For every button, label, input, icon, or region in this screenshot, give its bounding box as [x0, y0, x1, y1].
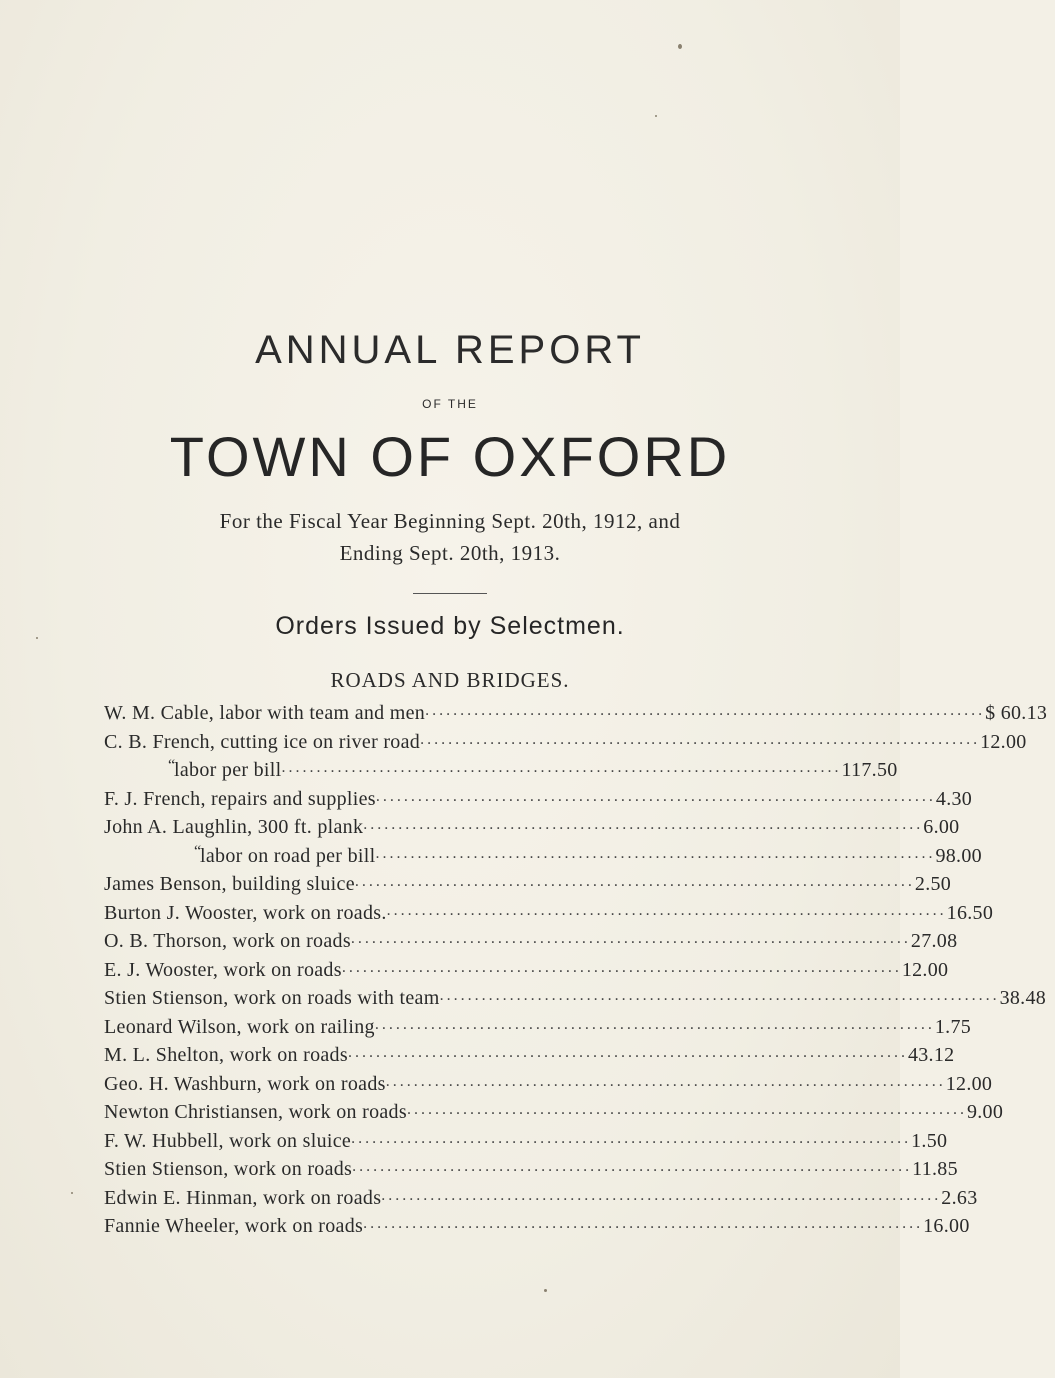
ledger-description-text	[104, 1044, 348, 1067]
dot-leader: ................................................................................	[406, 1101, 967, 1118]
ledger-row	[104, 1044, 955, 1073]
subtitle-line-1: For the Fiscal Year Beginning Sept. 20th, 1912, and	[219, 509, 681, 533]
ledger-row	[104, 1072, 993, 1102]
ledger-payee-text: labor per bill	[174, 759, 282, 781]
ledger-description-text	[104, 1016, 375, 1039]
ledger-payee-text: O. B. Thorson, work on roads	[104, 930, 351, 952]
ledger-payee-text: F. W. Hubbell, work on sluice	[104, 1129, 352, 1152]
ledger-amount: 6.00	[923, 816, 960, 838]
ledger-amount: 1.50	[911, 1129, 948, 1152]
ledger-row	[104, 702, 1048, 731]
ledger-description-text	[104, 1130, 351, 1153]
ledger-description-text	[104, 1073, 386, 1096]
ledger-description-text	[104, 788, 376, 811]
ledger-description	[104, 987, 1000, 1010]
ledger-description-text	[104, 902, 387, 925]
ledger-description	[104, 930, 911, 953]
ledger-description-text: “labor on road per bill	[194, 842, 376, 867]
report-title: ANNUAL REPORT	[255, 328, 645, 372]
ledger-description	[104, 1073, 946, 1096]
ledger-description	[104, 788, 936, 811]
section-heading: Orders Issued by Selectmen.	[275, 612, 625, 640]
ledger-row	[104, 842, 982, 874]
ledger-row	[104, 873, 952, 902]
dot-leader: ................................................................................	[425, 702, 986, 719]
ledger-description	[104, 1158, 912, 1181]
fiscal-year-subtitle	[0, 505, 900, 569]
subtitle-line-2: Ending Sept. 20th, 1913.	[339, 541, 561, 565]
paper-speck	[36, 637, 38, 639]
ledger-description	[104, 1044, 908, 1067]
ledger-row	[104, 757, 898, 788]
ledger-description-text	[104, 930, 351, 953]
ledger-amount: 12.00	[901, 958, 949, 981]
ledger-amount: 27.08	[910, 930, 958, 952]
sub-heading: ROADS AND BRIDGES.	[330, 668, 570, 692]
dot-leader: ................................................................................	[350, 930, 911, 947]
dot-leader: ................................................................................	[341, 958, 902, 976]
ledger-description-text	[104, 873, 355, 896]
ledger-amount: 1.75	[934, 1015, 972, 1038]
paper-speck	[71, 1192, 73, 1194]
ledger-payee-text: W. M. Cable, labor with team and men	[104, 702, 426, 724]
ledger-description-text	[104, 1187, 381, 1210]
ledger-description	[104, 1215, 923, 1238]
dot-leader: ................................................................................	[351, 1129, 912, 1147]
ledger-amount: 4.30	[935, 787, 973, 810]
ledger-amount: 43.12	[907, 1044, 955, 1066]
ledger-amount: 9.00	[966, 1101, 1004, 1123]
ledger-amount: 16.50	[946, 901, 994, 924]
ledger-description	[104, 1016, 935, 1039]
ledger-description-text	[104, 1101, 407, 1124]
dot-leader: ................................................................................	[420, 730, 981, 748]
ledger-amount: 11.85	[912, 1158, 958, 1180]
dot-leader: ................................................................................	[363, 1215, 924, 1232]
ledger-description-text	[104, 1158, 352, 1181]
ledger-payee-text: labor on road per bill	[200, 844, 376, 867]
ledger-payee-text: Stien Stienson, work on roads with team	[104, 987, 440, 1009]
ledger-row	[104, 958, 949, 988]
divider-rule	[413, 593, 487, 594]
ledger-payee-text: Fannie Wheeler, work on roads	[104, 1215, 364, 1237]
ledger-amount: 16.00	[923, 1215, 970, 1237]
ledger-row	[104, 987, 1047, 1016]
ledger-description	[104, 702, 985, 725]
ledger-row	[104, 730, 1027, 760]
ledger-description-text	[104, 816, 363, 839]
ledger-description	[104, 816, 923, 839]
dot-leader: ................................................................................	[375, 844, 936, 862]
ledger-payee-text: Geo. H. Washburn, work on roads	[104, 1072, 386, 1095]
ledger-row	[104, 816, 960, 845]
ledger-description-text	[104, 1215, 363, 1238]
ledger-description-text: “labor per bill	[168, 757, 282, 781]
dot-leader: ................................................................................	[385, 1072, 946, 1090]
dot-leader: ................................................................................	[375, 787, 936, 805]
ledger-row	[104, 1129, 948, 1159]
ledger-payee-text: Stien Stienson, work on roads	[104, 1158, 353, 1180]
town-name-title: TOWN OF OXFORD	[169, 425, 731, 488]
dot-leader: ................................................................................	[352, 1158, 913, 1175]
paper-speck	[544, 1289, 547, 1292]
ledger-amount: 2.63	[941, 1186, 978, 1209]
paper-speck	[655, 115, 657, 117]
ledger-description	[104, 873, 915, 896]
ledger-description	[104, 842, 936, 868]
paper-speck	[678, 44, 682, 49]
ledger-payee-text: M. L. Shelton, work on roads	[104, 1044, 348, 1066]
dot-leader: ................................................................................	[354, 873, 915, 890]
ledger-row	[104, 1101, 1004, 1130]
dot-leader: ................................................................................	[363, 816, 924, 833]
dot-leader: ................................................................................	[439, 987, 1000, 1004]
ledger-payee-text: E. J. Wooster, work on roads	[104, 958, 342, 981]
ledger-payee-text: John A. Laughlin, 300 ft. plank	[104, 816, 364, 838]
ledger-payee-text: F. J. French, repairs and supplies	[104, 787, 376, 810]
ledger-amount: $ 60.13	[985, 702, 1048, 724]
dot-leader: ................................................................................	[281, 759, 842, 776]
ledger-description-text	[104, 959, 342, 982]
ledger-amount: 117.50	[841, 759, 898, 781]
ledger-description-text	[104, 987, 440, 1010]
dot-leader: ................................................................................	[347, 1044, 908, 1061]
ledger-row	[104, 1215, 970, 1244]
ledger-amount: 2.50	[914, 873, 952, 895]
dot-leader: ................................................................................	[386, 901, 947, 919]
ledger-payee-text: C. B. French, cutting ice on river road	[104, 730, 421, 753]
ledger-amount: 98.00	[935, 844, 982, 867]
ledger-description	[104, 1130, 911, 1153]
ledger-description-text	[104, 702, 425, 725]
ledger-description-text	[104, 731, 420, 754]
ledger-row	[104, 1158, 958, 1187]
dot-leader: ................................................................................	[381, 1186, 942, 1204]
ledger-description	[104, 1101, 967, 1124]
ledger-description	[104, 902, 947, 925]
ledger-description	[104, 731, 980, 754]
ledger-amount: 12.00	[980, 730, 1027, 753]
ledger-row	[104, 930, 958, 959]
ledger-payee-text: James Benson, building sluice	[104, 873, 355, 895]
ledger-payee-text: Leonard Wilson, work on railing	[104, 1015, 375, 1038]
ledger-payee-text: Burton J. Wooster, work on roads.	[104, 901, 387, 924]
ledger-row	[104, 1015, 972, 1045]
ledger-amount: 12.00	[945, 1072, 993, 1095]
ledger-row	[104, 901, 994, 931]
ledger-row	[104, 787, 973, 817]
ledger-row	[104, 1186, 978, 1216]
ledger-payee-text: Newton Christiansen, work on roads	[104, 1101, 407, 1123]
ledger-list	[104, 702, 1048, 1244]
ledger-description	[104, 959, 902, 982]
ledger-description	[104, 759, 842, 782]
dot-leader: ................................................................................	[374, 1015, 935, 1033]
report-title-connector: OF THE	[422, 397, 478, 411]
ledger-amount: 38.48	[999, 987, 1047, 1009]
ledger-payee-text: Edwin E. Hinman, work on roads	[104, 1186, 382, 1209]
ledger-description	[104, 1187, 941, 1210]
